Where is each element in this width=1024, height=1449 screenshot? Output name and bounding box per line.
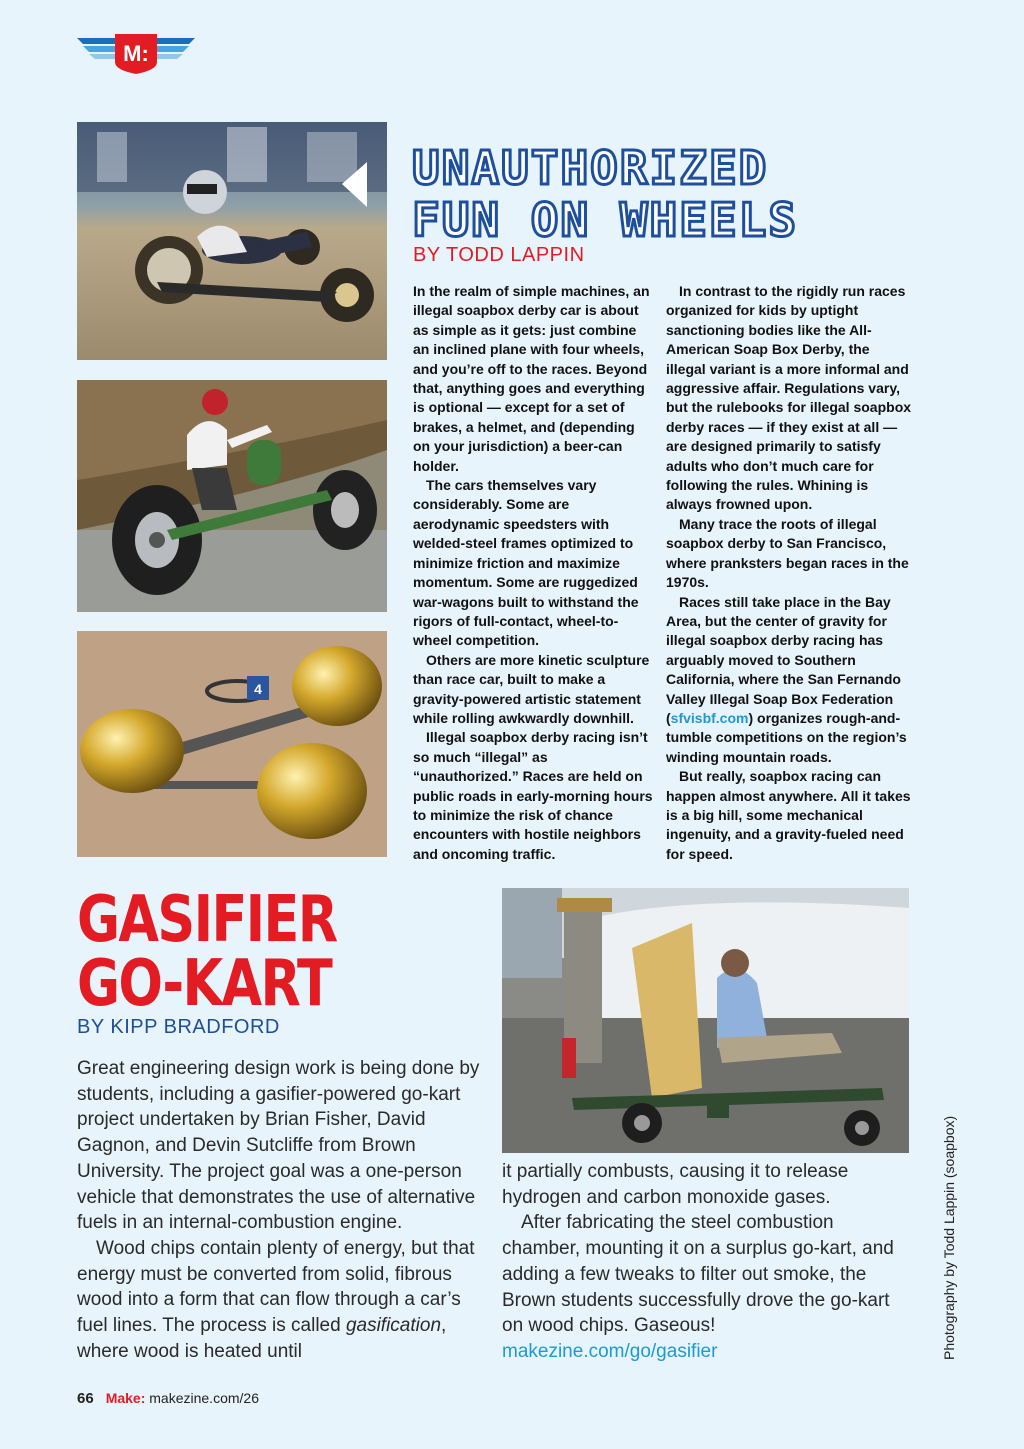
photo-soapbox-racer bbox=[77, 122, 387, 360]
article1-column1 bbox=[413, 282, 653, 864]
article1-column2 bbox=[666, 282, 912, 864]
article2-byline: BY KIPP BRADFORD bbox=[77, 1016, 280, 1038]
kart-number: 4 bbox=[254, 681, 262, 697]
footer-url[interactable]: makezine.com/26 bbox=[149, 1390, 259, 1406]
paragraph: In the realm of simple machines, an illegal soapbox derby car is about as simple as it gets: just combine an inclined plane with four wheels, and you’re off to the races. Beyond that, anything goes and everything is optional — except for a set of brakes, a helmet, and (depending on your jurisdiction) a beer-can holder. bbox=[413, 283, 650, 474]
article1-title-line1: UNAUTHORIZED bbox=[412, 141, 769, 195]
page-footer bbox=[77, 1390, 259, 1407]
footer-brand: Make: bbox=[105, 1390, 146, 1406]
paragraph: Illegal soapbox derby racing isn’t so much “illegal” as “unauthorized.” Races are held on public roads in early-morning hours to minimize the risk of chance encounters with hostile neighbors and oncoming traffic. bbox=[413, 729, 653, 862]
photo-gold-soapbox bbox=[77, 631, 387, 857]
paragraph: Others are more kinetic sculpture than race car, built to make a gravity-powered artistic statement while rolling awkwardly downhill. bbox=[413, 651, 650, 726]
article2-title bbox=[77, 883, 405, 1021]
paragraph: Wood chips contain plenty of energy, but that energy must be converted from solid, fibrous wood into a form that can flow through a car’s fuel lines. The process is called gasification, where wood is heated until bbox=[77, 1237, 475, 1362]
paragraph: After fabricating the steel combustion chamber, mounting it on a surplus go-kart, and adding a few tweaks to filter out smoke, the Brown students successfully drove the go-kart on wood chips. Gaseous! bbox=[502, 1212, 894, 1337]
paragraph: Many trace the roots of illegal soapbox derby to San Francisco, where pranksters began races in the 1970s. bbox=[666, 515, 909, 591]
article1-title bbox=[412, 142, 852, 246]
article1-title-line2: FUN ON WHEELS bbox=[412, 193, 799, 247]
article2-title-line1: GASIFIER bbox=[77, 883, 337, 957]
logo-text: M: bbox=[123, 41, 149, 66]
sfvisbf-link[interactable]: sfvisbf.com bbox=[670, 709, 749, 726]
paragraph: In contrast to the rigidly run races organized for kids by uptight sanctioning bodies like the All-American Soap Box Derby, the illegal variant is a more informal and aggressive affair. Regulations vary, but the rulebooks for illegal soapbox derby races — if they exist at all — are designed primarily to satisfy adults who don’t much care for following the rules. Whining is always frowned upon. bbox=[666, 283, 912, 513]
paragraph: Great engineering design work is being done by students, including a gasifier-powered go-kart project undertaken by Brian Fisher, David Gagnon, and Devin Sutcliffe from Brown University. The project goal was a one-person vehicle that demonstrates the use of alternative fuels in an internal-combustion engine. bbox=[77, 1058, 480, 1234]
page-number: 66 bbox=[77, 1390, 94, 1407]
paragraph bbox=[502, 1339, 902, 1365]
make-logo bbox=[77, 34, 195, 74]
article2-column1 bbox=[77, 1056, 489, 1364]
paragraph: The cars themselves vary considerably. Some are aerodynamic speedsters with welded-steel frames optimized to minimize friction and maximize momentum. Some are ruggedized war-wagons built to withstand the rigors of full-contact, wheel-to-wheel competition. bbox=[413, 477, 639, 649]
paragraph: it partially combusts, causing it to release hydrogen and carbon monoxide gases. bbox=[502, 1161, 849, 1208]
gasifier-link[interactable]: makezine.com/go/gasifier bbox=[502, 1340, 718, 1362]
article2-title-line2: GO-KART bbox=[77, 947, 332, 1021]
photo-gasifier-go-kart bbox=[502, 888, 909, 1153]
photo-fat-tire-rider bbox=[77, 380, 387, 612]
photo-credit: Photography by Todd Lappin (soapbox) bbox=[941, 1115, 957, 1360]
article1-byline: BY TODD LAPPIN bbox=[413, 244, 585, 266]
article2-column2 bbox=[502, 1159, 902, 1365]
paragraph: But really, soapbox racing can happen almost anywhere. All it takes is a big hill, some mechanical ingenuity, and a gravity-fueled need for speed. bbox=[666, 768, 911, 862]
paragraph: Races still take place in the Bay Area, but the center of gravity for illegal soapbox derby racing has arguably moved to Southern California, where the San Fernando Valley Illegal Soap Box Federation (sfvisbf.com) organizes rough-and-tumble competitions on the region’s winding mountain roads. bbox=[666, 593, 907, 765]
